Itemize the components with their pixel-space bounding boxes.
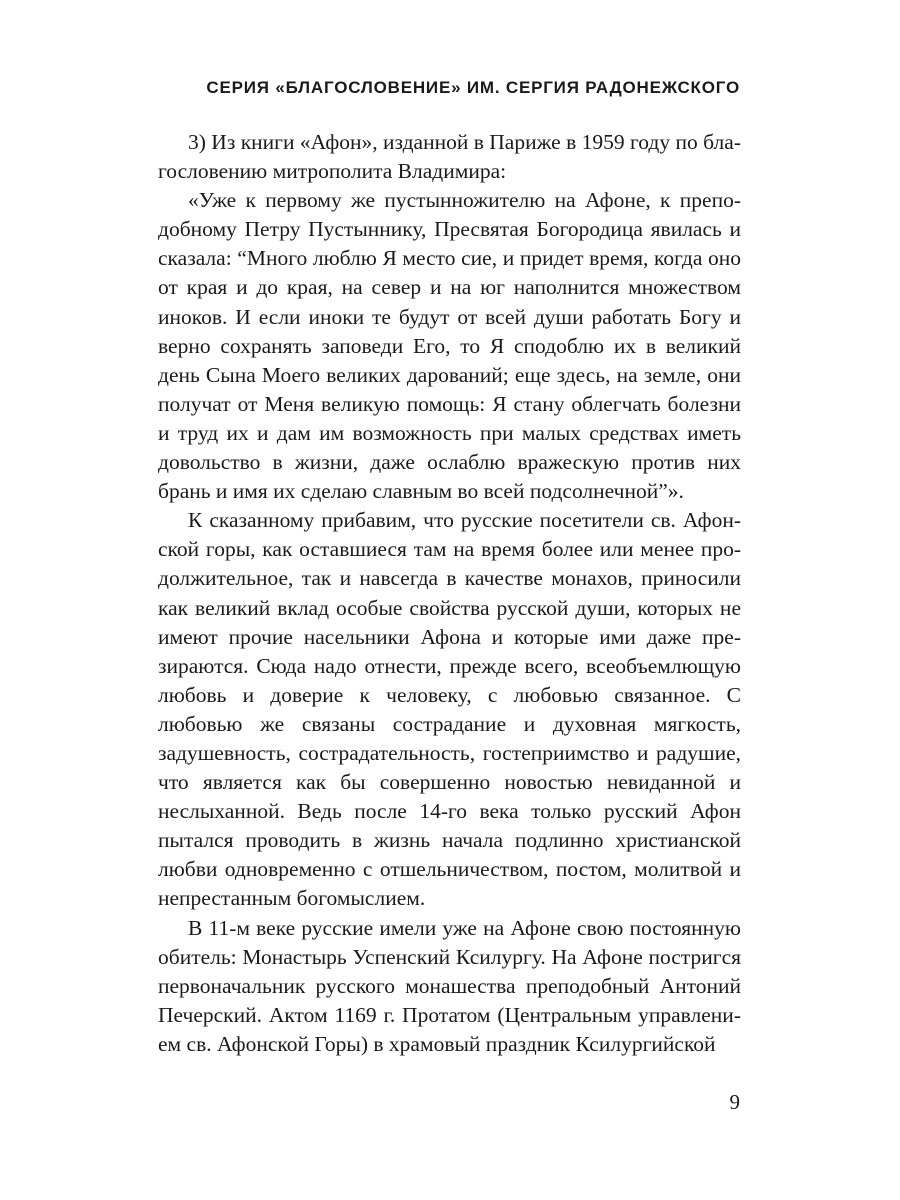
- paragraph: «Уже к первому же пустынножителю на Афоне, к преподобному Петру Пустыннику, Пресвятая Богородица явилась и сказала: “Много люблю Я место сие, и придет время, когда оно от края и до края, на север и на юг наполнится множеством иноков. И если иноки те будут от всей души работать Богу и верно сохранять заповеди Его, то Я сподоблю их в великий день Сына Моего великих дарований; еще здесь, на земле, они получат от Меня великую помощь: Я стану облегчать болезни и труд их и дам им возможность при малых средствах иметь довольство в жизни, даже ослаблю вражескую против них брань и имя их сделаю славным во всей подсолнечной”».: [158, 188, 741, 504]
- paragraph: К сказанному прибавим, что русские посетители св. Афонской горы, как оставшиеся там на время более или менее продолжительное, так и навсегда в качестве монахов, приносили как великий вклад особые свойства русской души, которых не имеют прочие насельники Афона и которые ими даже презираются. Сюда надо отнести, прежде всего, всеобъемлющую любовь и доверие к человеку, с любовью связанное. С любовью же связаны сострадание и духовная мягкость, задушевность, сострадательность, гостеприимство и радушие, что является как бы совершенно новостью невиданной и неслыханной. Ведь после 14-го века только русский Афон пытался проводить в жизнь начала подлинно христианской любви одновременно с отшельничеством, постом, молитвой и непрестанным богомыслием.: [158, 508, 741, 911]
- running-header: СЕРИЯ «БЛАГОСЛОВЕНИЕ» ИМ. СЕРГИЯ РАДОНЕЖСКОГО: [206, 78, 740, 97]
- page-number: 9: [729, 1090, 740, 1114]
- main-text: [158, 128, 741, 1059]
- paragraph: В 11-м веке русские имели уже на Афоне свою постоянную обитель: Монастырь Успенский Ксилургу. На Афоне постригся первоначальник русского монашества преподобный Антоний Печерский. Актом 1169 г. Протатом (Центральным управлением св. Афонской Горы) в храмовый праздник Ксилургийской: [158, 915, 741, 1056]
- paragraph: 3) Из книги «Афон», изданной в Париже в 1959 году по благословению митрополита Владимира:: [158, 130, 741, 184]
